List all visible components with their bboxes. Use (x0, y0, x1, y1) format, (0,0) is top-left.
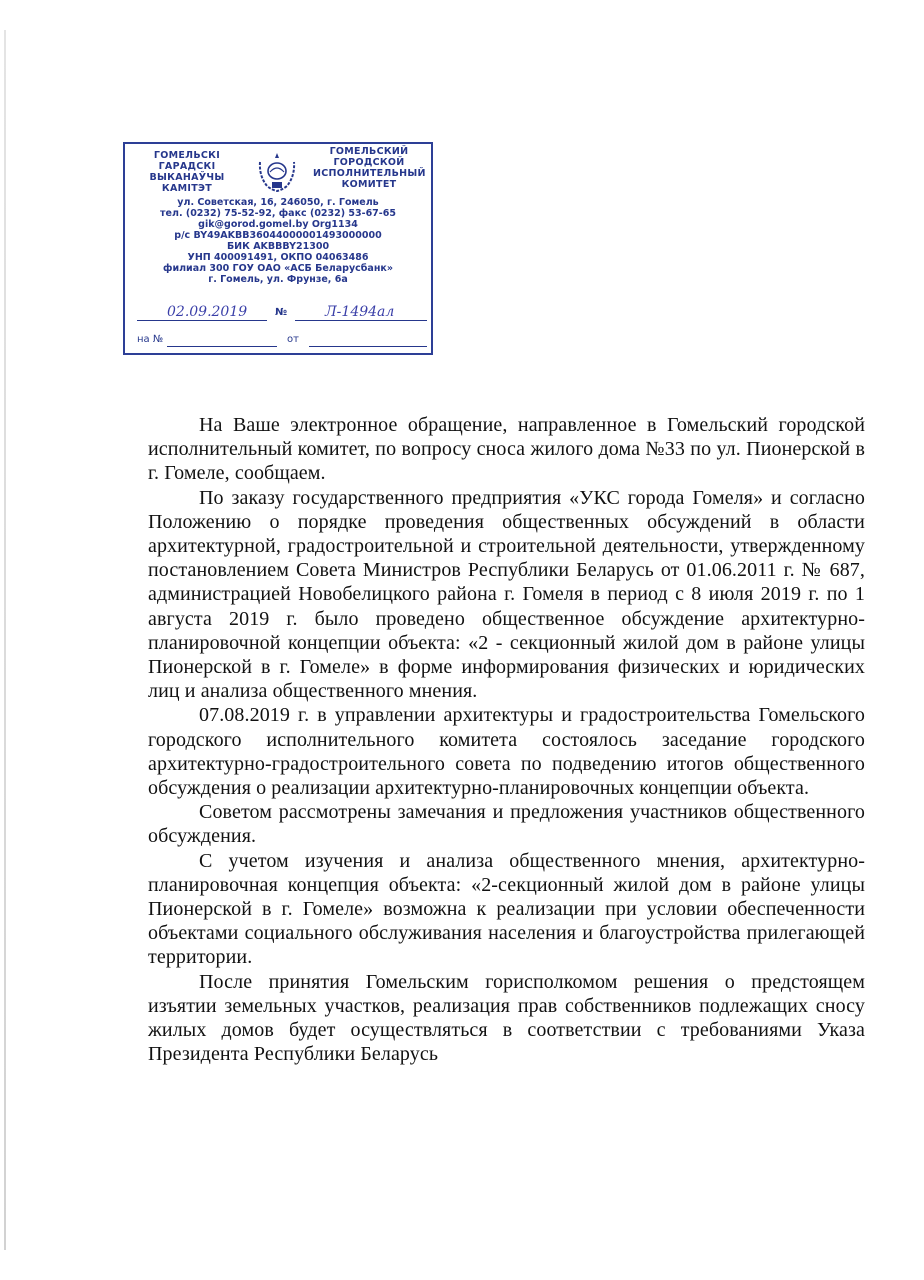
stamp-address: ул. Советская, 16, 246050, г. Гомель (177, 197, 379, 208)
coat-of-arms-icon (255, 150, 299, 194)
stamp-unp: УНП 400091491, ОКПО 04063486 (187, 252, 369, 263)
stamp-reg-number: Л-1494ал (325, 304, 395, 320)
stamp-bank-address: г. Гомель, ул. Фрунзе, 6а (208, 274, 348, 285)
stamp-bank: филиал 300 ГОУ ОАО «АСБ Беларусбанк» (163, 263, 393, 274)
paragraph: После принятия Гомельским горисполкомом решения о предстоящем изъятии земельных участков, реализация прав собственников подлежащих сносу жилых домов будет осуществляться в соответствии с требованиями Указа Президента Республики Беларусь (148, 970, 865, 1066)
paragraph: На Ваше электронное обращение, направленное в Гомельский городской исполнительный комитет, по вопросу сноса жилого дома №33 по ул. Пионерской в г. Гомеле, сообщаем. (148, 414, 865, 485)
stamp-registration-line (137, 304, 427, 322)
stamp-ot-label: от (287, 334, 299, 345)
na-underline (167, 346, 277, 347)
paragraph: С учетом изучения и анализа общественного мнения, архитектурно-планировочная концепция объекта: «2-секционный жилой дом в районе улицы Пионерской в г. Гомеле» возможна к реализации при условии обеспеченности объектами социального обслуживания населения и благоустройства прилегающей территории. (148, 849, 865, 969)
stamp-name-belarusian: ГОМЕЛЬСКІ ГАРАДСКІ ВЫКАНАЎЧЫ КАМІТЭТ (149, 150, 225, 194)
letter-body (148, 413, 865, 1066)
stamp-email: gik@gorod.gomel.by Org1134 (198, 219, 358, 230)
stamp-account: р/с BY49AKBB36044000001493000000 (174, 230, 382, 241)
number-underline (295, 320, 427, 321)
stamp-reg-date: 02.09.2019 (167, 304, 248, 320)
date-underline (137, 320, 267, 321)
registration-stamp (123, 142, 433, 355)
scan-edge (4, 30, 6, 1250)
ot-underline (309, 346, 427, 347)
paragraph: Советом рассмотрены замечания и предложения участников общественного обсуждения. (148, 801, 865, 848)
stamp-name-russian: ГОМЕЛЬСКИЙ ГОРОДСКОЙ ИСПОЛНИТЕЛЬНЫЙ КОМИТЕТ (313, 146, 426, 190)
stamp-phones: тел. (0232) 75-52-92, факс (0232) 53-67-65 (160, 208, 396, 219)
stamp-bik: БИК AKBBBY21300 (226, 241, 330, 252)
paragraph: По заказу государственного предприятия «УКС города Гомеля» и согласно Положению о порядке проведения общественных обсуждений в области архитектурной, градостроительной и строительной деятельности, утвержденному постановлением Совета Министров Республики Беларусь от 01.06.2011 г. № 687, администрацией Новобелицкого района г. Гомеля в период с 8 июля 2019 г. по 1 августа 2019 г. было проведено общественное обсуждение архитектурно-планировочной концепции объекта: «2 - секционный жилой дом в районе улицы Пионерской в г. Гомеле» в форме информирования физических и юридических лиц и анализа общественного мнения. (148, 486, 865, 703)
stamp-na-label: на № (137, 334, 164, 345)
stamp-number-label: № (275, 307, 288, 318)
paragraph: 07.08.2019 г. в управлении архитектуры и градостроительства Гомельского городского исполнительного комитета состоялось заседание городского архитектурно-градостроительного совета по подведению итогов общественного обсуждения о реализации архитектурно-планировочных концепции объекта. (148, 704, 865, 800)
